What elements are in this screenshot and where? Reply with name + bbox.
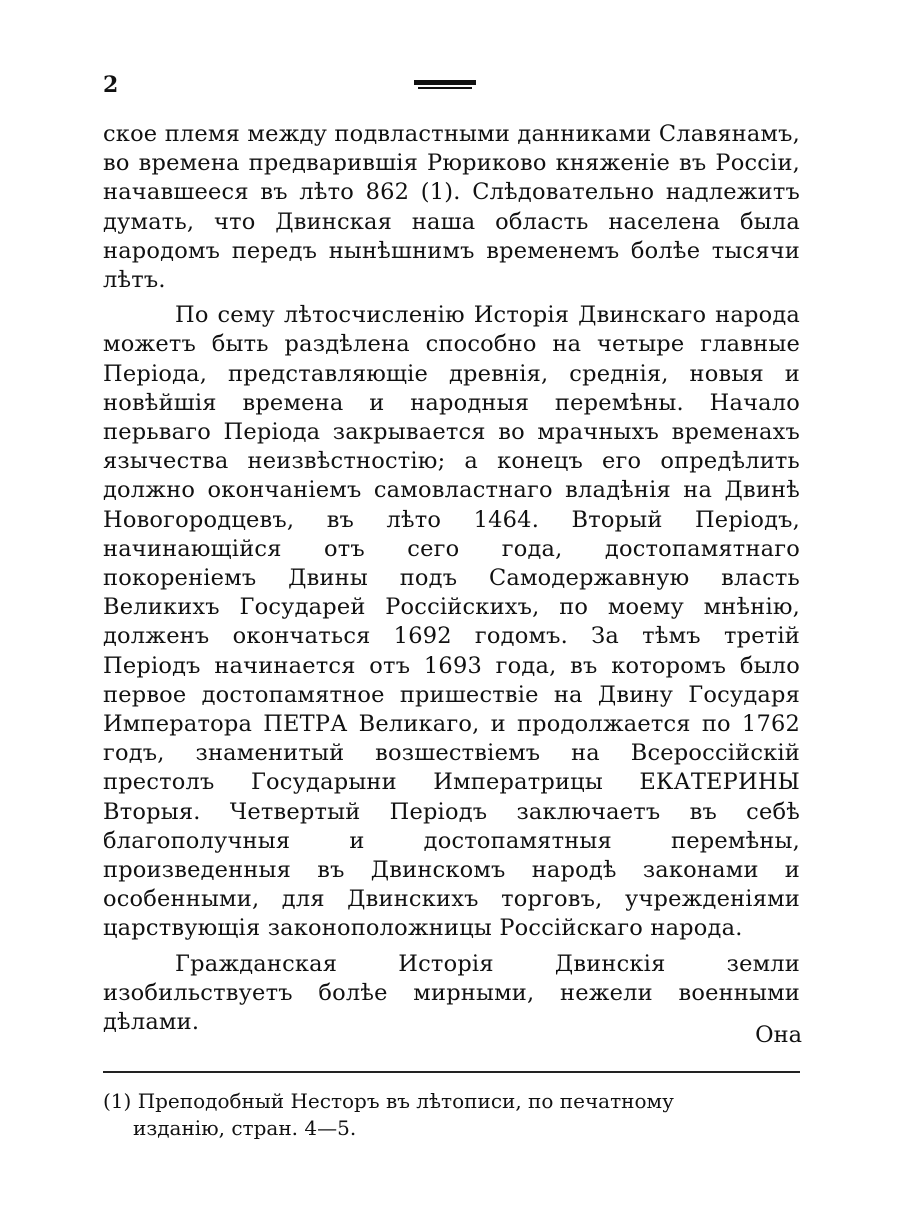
catchword: Она (755, 1022, 802, 1048)
footnote-divider (103, 1071, 800, 1073)
ornament-bar-thin (418, 87, 472, 89)
footnote-line-1: (1) Преподобный Несторъ въ лѣтописи, по печатному (103, 1089, 674, 1113)
main-text (103, 120, 800, 1037)
footnote (103, 1088, 800, 1142)
ornament-bar-thick (414, 80, 476, 85)
paragraph-1: ское племя между подвластными данниками Славянамъ, во времена предварившія Рюриково княженіе въ Россіи, начавшееся въ лѣто 862 (1). Слѣдовательно надлежитъ думать, что Двинская наша область населена была народомъ передъ нынѣшнимъ временемъ болѣе тысячи лѣтъ. (103, 121, 800, 294)
footnote-line-2: изданію, стран. 4—5. (133, 1116, 357, 1140)
paragraph-2: По сему лѣтосчисленію Исторія Двинскаго народа можетъ быть раздѣлена способно на четыре главные Періода, представляющіе древнія, среднія, новыя и новѣйшія времена и народныя перемѣны. Начало перьваго Періода закрывается во мрачныхъ временахъ язычества неизвѣстностію; а конецъ его опредѣлить должно окончаніемъ самовластнаго владѣнія на Двинѣ Новогородцевъ, въ лѣто 1464. Вторый Періодъ, начинающійся отъ сего года, достопамятнаго покореніемъ Двины подъ Самодержавную власть Великихъ Государей Россійскихъ, по моему мнѣнію, долженъ окончаться 1692 годомъ. За тѣмъ третій Періодъ начинается отъ 1693 года, въ которомъ было первое достопамятное пришествіе на Двину Государя Императора ПЕТРА Великаго, и продолжается по 1762 годъ, знаменитый возшествіемъ на Всероссійскій престолъ Государыни Императрицы ЕКАТЕРИНЫ Вторыя. Четвертый Періодъ заключаетъ въ себѣ благополучныя и достопамятныя перемѣны, произведенныя въ Двинскомъ народѣ законами и особенными, для Двинскихъ торговъ, учрежденіями царствующія законоположницы Россійскаго народа. (103, 302, 800, 942)
paragraph-3: Гражданская Исторія Двинскія земли изобильствуетъ болѣе мирными, нежели военными дѣлами. (103, 950, 800, 1036)
page-number: 2 (103, 72, 119, 98)
header-ornament (414, 80, 476, 90)
